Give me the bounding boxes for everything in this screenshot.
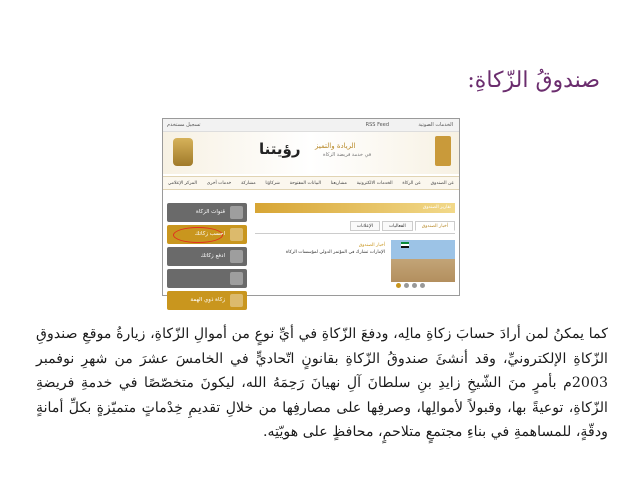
- website-banner: [163, 132, 459, 174]
- website-nav: [163, 176, 459, 190]
- carousel-dot: [420, 283, 425, 288]
- sidebar-button-label: زكاة ذوي الهمة: [190, 297, 225, 303]
- channels-icon: [230, 206, 243, 219]
- generic-icon: [230, 272, 243, 285]
- nav-item: الخدمات الالكترونية: [356, 180, 393, 186]
- vision-slogan: الريادة والتميز: [315, 142, 356, 150]
- vision-heading: رؤيتنا: [259, 140, 301, 158]
- sidebar-button-calculate: [167, 225, 247, 244]
- website-main: [255, 203, 455, 291]
- payment-icon: [230, 250, 243, 263]
- nav-item: مشاريعنا: [330, 180, 347, 186]
- carousel-dot: [404, 283, 409, 288]
- sidebar-button-label: قنوات الزكاة: [196, 209, 225, 215]
- vision-slogan-sub: في خدمة فريضة الزكاة: [323, 152, 372, 158]
- tab-announcements: الإعلانات: [350, 221, 380, 231]
- body-paragraph: كما يمكنُ لمن أرادَ حسابَ زكاةِ مالِه، ودفعَ الزّكاةِ في أيِّ نوعٍ من أموالِ الزّكاةِ، زيارةُ موقعِ صندوقِ الزّكاةِ الإلكترونيِّ، وقد أنشئَ صندوقُ الزّكاةِ بقانونٍ اتّحاديٍّ في الخامسَ عشرَ من شهرِ نوفمبر 2003م بأمرٍ منَ الشّيخِ زايدِ بنِ سلطانَ آلِ نهيانَ رَحِمَهُ الله، ليكونَ متخصّصًا في خدمةِ فريضةِ الزّكاةِ، توعيةً بها، وقبولاً لأموالِها، وصرفِها على مصارفِها من خلالِ تقديمِ خِدْماتٍ متميّزةٍ بكلِّ أمانةٍ ودقّةٍ، للمساهمةِ في بناءِ مجتمعٍ متلاحمٍ، محافظٍ على هويّتِه.: [36, 326, 608, 441]
- zakat-website-screenshot: [162, 118, 460, 303]
- nav-item: المركز الإعلامي: [167, 180, 197, 186]
- tab-news: أخبار الصندوق: [415, 221, 455, 231]
- news-content: [255, 233, 455, 290]
- sidebar-button: [167, 269, 247, 288]
- nav-item: خدمات أخرى: [206, 180, 232, 186]
- carousel-dot: [412, 283, 417, 288]
- news-tabs: [255, 221, 455, 231]
- carousel-dot: [396, 283, 401, 288]
- nav-item: عن الزكاة: [402, 180, 421, 186]
- calculator-icon: [230, 228, 243, 241]
- nav-item: عن الصندوق: [430, 180, 455, 186]
- section-title: صندوقُ الزّكاةِ:: [467, 68, 600, 93]
- news-item: أخبار الصندوق: [358, 243, 385, 248]
- website-topbar: [163, 119, 459, 132]
- nav-item: البيانات المفتوحة: [289, 180, 322, 186]
- tab-events: الفعاليات: [382, 221, 413, 231]
- news-photo: [391, 240, 455, 282]
- rss-feed-link: RSS Feed: [365, 122, 389, 128]
- sidebar-button: [167, 247, 247, 266]
- sidebar-button: [167, 291, 247, 310]
- topbar-left-text: تسجيل مستخدم: [167, 122, 201, 128]
- breadcrumb: تقارير الصندوق: [255, 203, 455, 213]
- sidebar-button-label: احسب زكاتك: [194, 231, 225, 237]
- uae-emblem-icon: [173, 138, 193, 166]
- sidebar-button: [167, 203, 247, 222]
- sidebar-button-label: ادفع زكاتك: [200, 253, 225, 259]
- news-list: [275, 242, 385, 256]
- website-sidebar: [167, 203, 247, 313]
- zakat-fund-logo-icon: [435, 136, 451, 166]
- uae-flag-icon: [401, 242, 409, 248]
- people-icon: [230, 294, 243, 307]
- nav-item: مشاركة: [241, 180, 256, 186]
- carousel-dots: [396, 283, 425, 288]
- news-item: الإمارات تشارك في المؤتمر الدولي لمؤسسات الزكاة: [285, 250, 385, 255]
- topbar-right-text: الخدمات الصوتية: [418, 122, 453, 128]
- nav-item: شركاؤنا: [265, 180, 280, 186]
